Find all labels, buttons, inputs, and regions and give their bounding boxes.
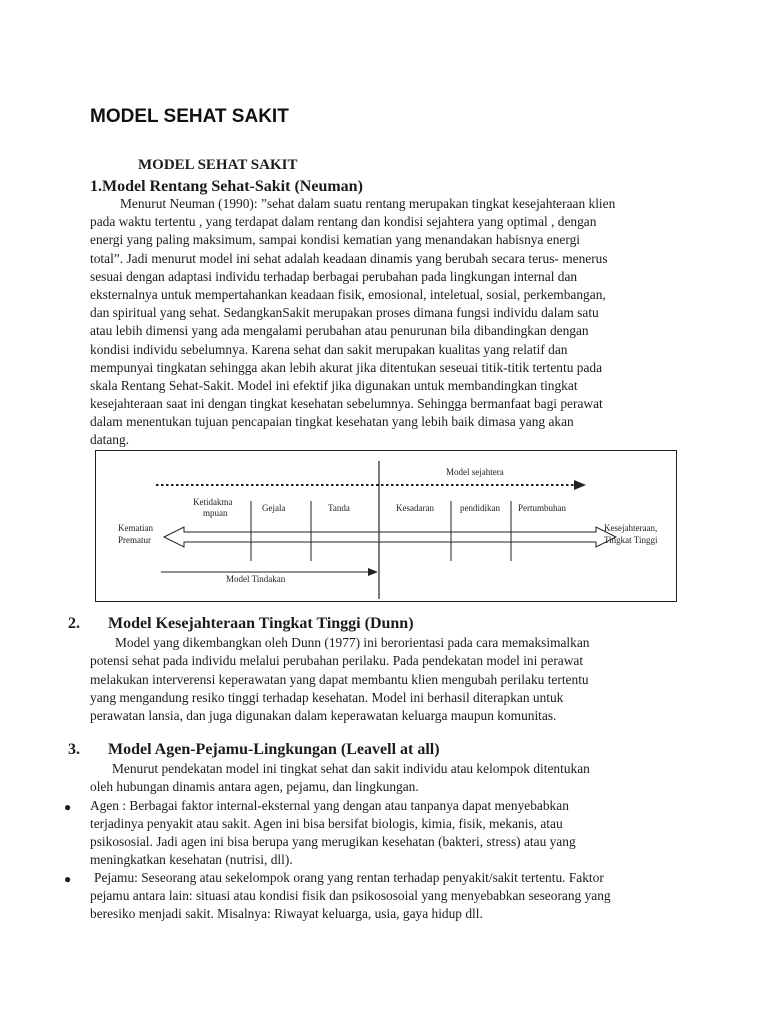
paragraph-line: oleh hubungan dinamis antara agen, pejamu, dan lingkungan.: [90, 779, 419, 794]
paragraph-line: Menurut Neuman (1990): ”sehat dalam suatu rentang merupakan tingkat kesejahteraan klien: [120, 196, 616, 211]
paragraph-line: terjadinya penyakit atau sakit. Agen ini bisa bersifat biologis, kimia, fisik, mekanis, atau: [90, 816, 563, 831]
section-2-number: 2.: [68, 615, 80, 632]
section-3-number: 3.: [68, 741, 80, 758]
paragraph-line: Menurut pendekatan model ini tingkat sehat dan sakit individu atau kelompok ditentukan: [112, 761, 590, 776]
paragraph-line: Agen : Berbagai faktor internal-eksternal yang dengan atau tanpanya dapat menyebabkan: [90, 798, 569, 813]
paragraph-line: meningkatkan kesehatan (nutrisi, dll).: [90, 852, 293, 867]
paragraph-line: potensi sehat pada individu melalui perubahan perilaku. Pada pendekatan model ini perawat: [90, 653, 584, 668]
section-3-title: Model Agen-Pejamu-Lingkungan (Leavell at all): [108, 741, 440, 758]
health-illness-continuum-diagram: [95, 450, 677, 602]
paragraph-line: kesejahteraan saat ini dengan tingkat kesehatan sebelumnya. Sehingga bermanfaat bagi perawat: [90, 396, 603, 411]
paragraph-line: mempunyai tingkatan sehingga akan lebih akurat jika ditentukan seseuai titik-titik tertentu pada: [90, 360, 603, 375]
document-subtitle: MODEL SEHAT SAKIT: [138, 157, 298, 173]
paragraph-line: kondisi individu sebelumnya. Karena sehat dan sakit merupakan kualitas yang relatif dan: [90, 342, 568, 357]
paragraph-line: sesuai dengan adaptasi individu terhadap berbagai perubahan pada lingkungan internal dan: [90, 269, 578, 284]
pertumbuhan-label: Pertumbuhan: [518, 503, 566, 513]
paragraph-line: yang mengandung resiko tinggi terhadap kesehatan. Model ini berhasil diterapkan untuk: [90, 690, 564, 705]
paragraph-line: Model yang dikembangkan oleh Dunn (1977) ini berorientasi pada cara memaksimalkan: [115, 635, 590, 650]
kesadaran-label: Kesadaran: [396, 503, 434, 513]
paragraph-line: datang.: [90, 432, 130, 447]
bullet-icon: ●: [64, 872, 72, 886]
pendidikan-label: pendidikan: [460, 503, 500, 513]
kematian-prematur-label-line2: Prematur: [118, 535, 151, 545]
paragraph-line: melakukan interverensi keperawatan yang dapat membantu klien mengubah perilaku tertentu: [90, 672, 589, 687]
tanda-label: Tanda: [328, 503, 350, 513]
paragraph-line: Pejamu: Seseorang atau sekelompok orang yang rentan terhadap penyakit/sakit tertentu. Faktor: [94, 870, 604, 885]
gejala-label: Gejala: [262, 503, 286, 513]
paragraph-line: pejamu antara lain: situasi atau kondisi fisik dan psikososoial yang menyebabkan seseorang yang: [90, 888, 611, 903]
ketidakmampuan-label-line1: Ketidakma: [193, 497, 233, 507]
paragraph-line: atau lebih dimensi yang ada mengalami perubahan atau penurunan bila dibandingkan dengan: [90, 323, 589, 338]
kesejahteraan-label-line1: Kesejahteraan,: [604, 523, 658, 533]
section-1-title: 1.Model Rentang Sehat-Sakit (Neuman): [90, 178, 363, 195]
paragraph-line: perawatan lansia, dan juga digunakan dalam keperawatan keluarga maupun komunitas.: [90, 708, 557, 723]
ketidakmampuan-label-line2: mpuan: [203, 508, 228, 518]
paragraph-line: psikososial. Jadi agen ini bisa berupa yang merugikan kesehatan (bakteri, stress) atau yang: [90, 834, 576, 849]
kesejahteraan-label-line2: Tingkat Tinggi: [604, 535, 658, 545]
model-tindakan-label: Model Tindakan: [226, 574, 286, 584]
page-title: MODEL SEHAT SAKIT: [90, 106, 289, 127]
paragraph-line: energi yang paling maksimum, sampai kondisi kematian yang menandakan habisnya energi: [90, 232, 581, 247]
paragraph-line: skala Rentang Sehat-Sakit. Model ini efektif jika digunakan untuk membandingkan tingkat: [90, 378, 578, 393]
paragraph-line: beresiko menjadi sakit. Misalnya: Riwayat keluarga, usia, gaya hidup dll.: [90, 906, 483, 921]
paragraph-line: dalam menentukan tujuan pencapaian tingkat kesehatan yang lebih baik dimasa yang akan: [90, 414, 574, 429]
paragraph-line: total”. Jadi menurut model ini sehat adalah keadaan dinamis yang berubah secara terus- menerus: [90, 251, 608, 266]
diagram-drawing: [96, 451, 676, 601]
paragraph-line: pada waktu tertentu , yang terdapat dalam rentang dan kondisi sejahtera yang optimal , dengan: [90, 214, 597, 229]
paragraph-line: eksternalnya untuk mempertahankan keadaan fisik, emosional, inteletual, sosial, perkembangan,: [90, 287, 606, 302]
kematian-prematur-label-line1: Kematian: [118, 523, 153, 533]
paragraph-line: dan spiritual yang sehat. SedangkanSakit merupakan proses dimana fungsi individu dalam satu: [90, 305, 599, 320]
section-2-title: Model Kesejahteraan Tingkat Tinggi (Dunn): [108, 615, 414, 632]
bullet-icon: ●: [64, 800, 72, 814]
model-sejahtera-label: Model sejahtera: [446, 467, 504, 477]
